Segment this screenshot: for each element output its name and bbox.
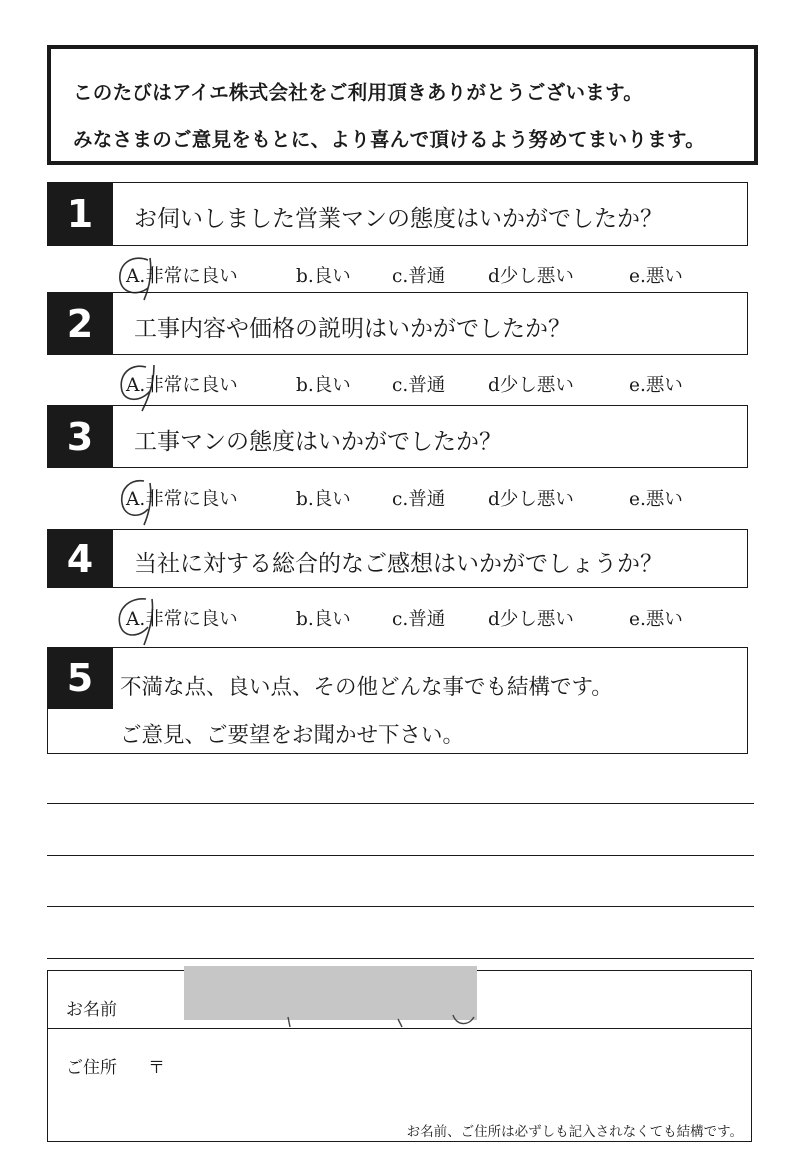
name-label: お名前 [66, 1000, 117, 1020]
question-4-text: 当社に対する総合的なご感想はいかがでしょうか？ [134, 551, 663, 577]
question-3-options [0, 485, 787, 515]
handwritten-name-strokes [278, 1013, 478, 1029]
option-a[interactable]: A.非常に良い [126, 375, 238, 396]
option-c[interactable]: c.普通 [392, 375, 446, 396]
address-label: ご住所 [66, 1058, 117, 1078]
option-d[interactable]: d少し悪い [488, 375, 574, 396]
option-e[interactable]: e.悪い [629, 375, 683, 396]
option-a[interactable]: A.非常に良い [126, 266, 238, 287]
question-5-line-2: ご意見、ご要望をお聞かせ下さい。 [120, 723, 465, 748]
option-d[interactable]: d少し悪い [488, 609, 574, 630]
postal-mark: 〒 [148, 1058, 165, 1078]
question-2-box [47, 292, 748, 355]
option-b[interactable]: b.良い [296, 609, 351, 630]
question-1-number: 1 [47, 182, 113, 246]
option-b[interactable]: b.良い [296, 375, 351, 396]
option-c[interactable]: c.普通 [392, 489, 446, 510]
option-a[interactable]: A.非常に良い [126, 609, 238, 630]
question-1-options [0, 262, 787, 292]
option-d[interactable]: d少し悪い [488, 489, 574, 510]
question-1-text: お伺いしました営業マンの態度はいかがでしたか？ [134, 206, 663, 232]
question-2-options [0, 371, 787, 401]
name-redaction [184, 966, 477, 1020]
question-4-box [47, 529, 748, 588]
comment-line-4[interactable] [47, 958, 754, 959]
question-3-text: 工事マンの態度はいかがでしたか？ [134, 429, 502, 455]
intro-line-2: みなさまのご意見をもとに、より喜んで頂けるよう努めてまいります。 [73, 128, 706, 151]
intro-line-1: このたびはアイエ株式会社をご利用頂きありがとうございます。 [73, 81, 644, 104]
contact-info-box [47, 970, 752, 1142]
comment-line-3[interactable] [47, 906, 754, 907]
question-5-line-1: 不満な点、良い点、その他どんな事でも結構です。 [120, 675, 613, 700]
question-5-number: 5 [47, 647, 113, 709]
option-e[interactable]: e.悪い [629, 609, 683, 630]
option-b[interactable]: b.良い [296, 266, 351, 287]
option-e[interactable]: e.悪い [629, 489, 683, 510]
option-b[interactable]: b.良い [296, 489, 351, 510]
question-4-options [0, 605, 787, 635]
question-3-box [47, 405, 748, 468]
option-e[interactable]: e.悪い [629, 266, 683, 287]
option-c[interactable]: c.普通 [392, 609, 446, 630]
question-4-number: 4 [47, 529, 113, 588]
option-c[interactable]: c.普通 [392, 266, 446, 287]
question-2-text: 工事内容や価格の説明はいかがでしたか？ [134, 316, 571, 342]
info-divider [48, 1028, 751, 1029]
option-a[interactable]: A.非常に良い [126, 489, 238, 510]
comment-line-1[interactable] [47, 803, 754, 804]
intro-box [47, 45, 758, 165]
option-d[interactable]: d少し悪い [488, 266, 574, 287]
privacy-note: お名前、ご住所は必ずしも記入されなくても結構です。 [406, 1124, 743, 1140]
question-2-number: 2 [47, 292, 113, 355]
question-1-box [47, 182, 748, 246]
comment-line-2[interactable] [47, 855, 754, 856]
question-3-number: 3 [47, 405, 113, 468]
question-5-box [47, 647, 748, 754]
